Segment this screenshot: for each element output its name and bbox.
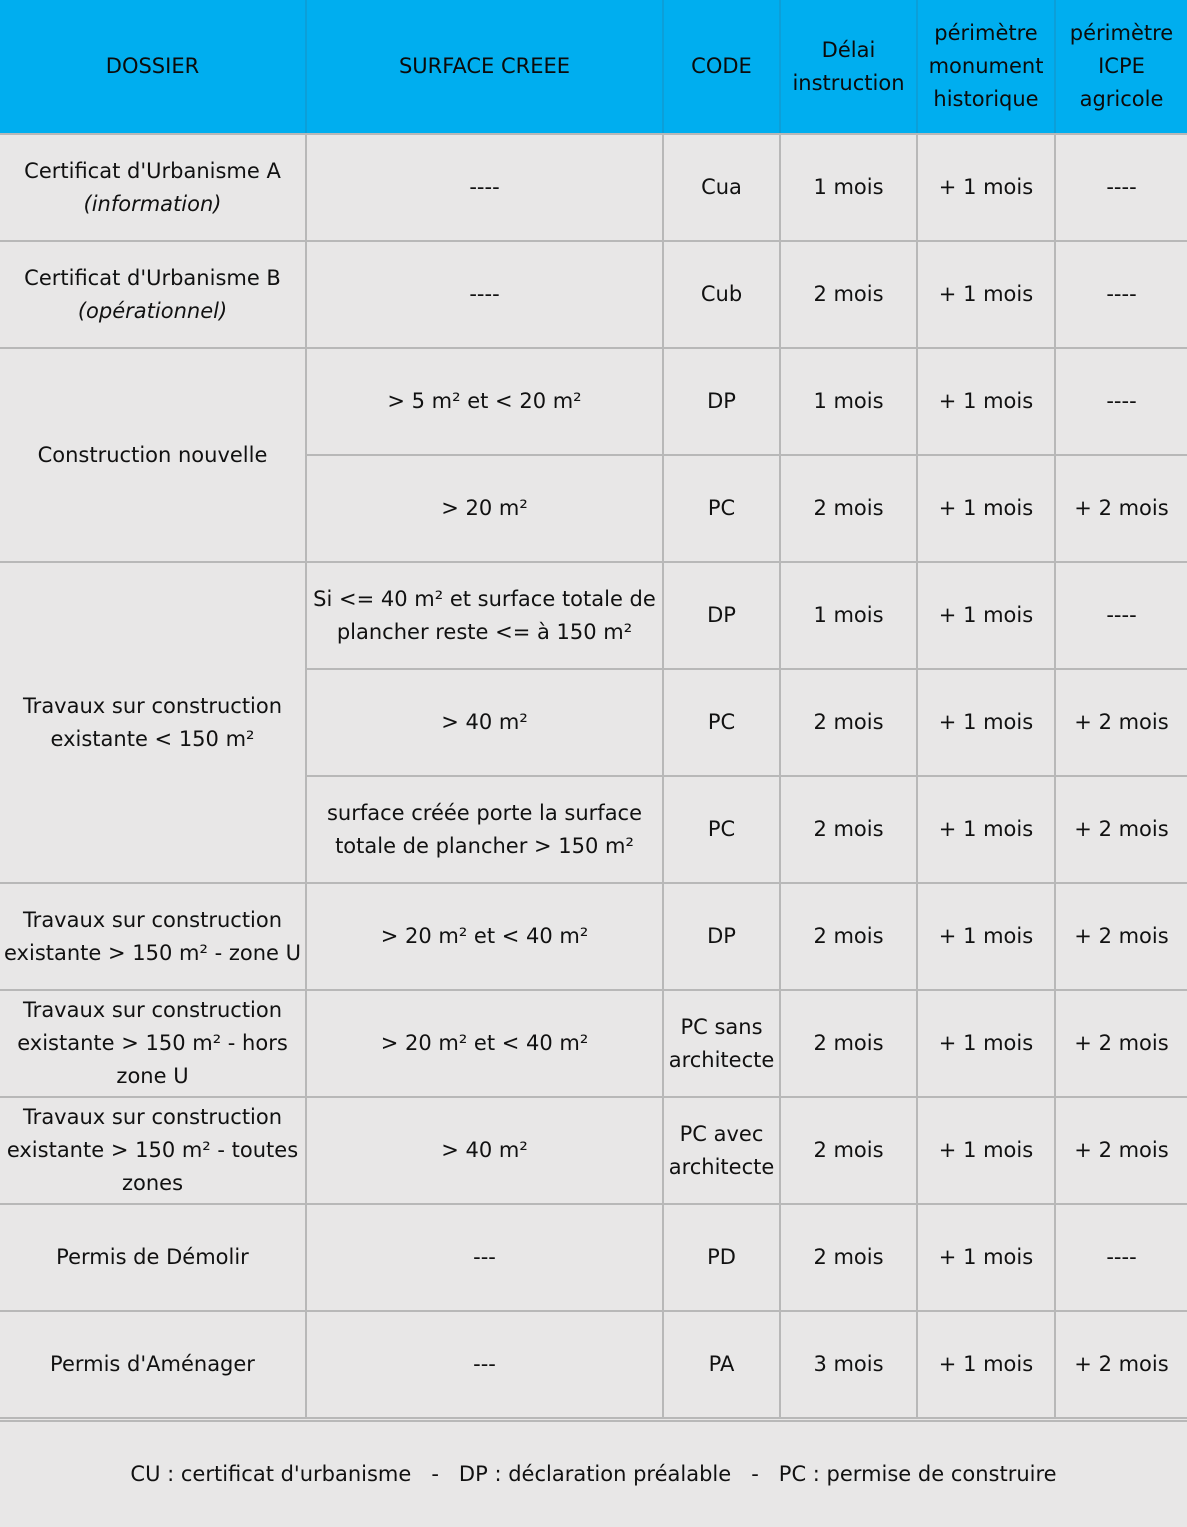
cell-surface: ---- <box>306 134 663 241</box>
cell-monument: + 1 mois <box>917 1097 1055 1204</box>
header-monument: périmètre monument historique <box>917 0 1055 134</box>
cell-monument: + 1 mois <box>917 348 1055 455</box>
dossier-note: (information) <box>83 191 222 216</box>
cell-icpe: + 2 mois <box>1055 669 1187 776</box>
cell-surface: > 20 m² <box>306 455 663 562</box>
header-code: CODE <box>663 0 780 134</box>
cell-icpe: + 2 mois <box>1055 776 1187 883</box>
cell-code: PC <box>663 776 780 883</box>
table-row <box>0 990 1187 1097</box>
cell-delai: 2 mois <box>780 883 917 990</box>
cell-surface: --- <box>306 1204 663 1311</box>
cell-monument: + 1 mois <box>917 455 1055 562</box>
cell-icpe: ---- <box>1055 1204 1187 1311</box>
cell-surface: surface créée porte la surface totale de plancher > 150 m² <box>306 776 663 883</box>
cell-code: PC sans architecte <box>663 990 780 1097</box>
cell-delai: 2 mois <box>780 776 917 883</box>
cell-icpe: + 2 mois <box>1055 883 1187 990</box>
cell-dossier: Travaux sur construction existante < 150 m² <box>0 562 306 883</box>
cell-icpe: + 2 mois <box>1055 990 1187 1097</box>
cell-delai: 1 mois <box>780 134 917 241</box>
cell-monument: + 1 mois <box>917 1311 1055 1418</box>
header-dossier: DOSSIER <box>0 0 306 134</box>
cell-surface: > 20 m² et < 40 m² <box>306 883 663 990</box>
header-surface: SURFACE CREEE <box>306 0 663 134</box>
cell-code: DP <box>663 562 780 669</box>
cell-icpe: ---- <box>1055 134 1187 241</box>
table-row <box>0 348 1187 455</box>
cell-code: PC <box>663 455 780 562</box>
cell-dossier: Permis d'Aménager <box>0 1311 306 1418</box>
cell-dossier: Travaux sur construction existante > 150 m² - zone U <box>0 883 306 990</box>
cell-monument: + 1 mois <box>917 990 1055 1097</box>
cell-monument: + 1 mois <box>917 562 1055 669</box>
table-row <box>0 883 1187 990</box>
header-row <box>0 0 1187 134</box>
cell-dossier: Permis de Démolir <box>0 1204 306 1311</box>
cell-dossier: Travaux sur construction existante > 150 m² - toutes zones <box>0 1097 306 1204</box>
cell-surface: > 20 m² et < 40 m² <box>306 990 663 1097</box>
cell-code: DP <box>663 348 780 455</box>
header-delai: Délai instruction <box>780 0 917 134</box>
cell-icpe: + 2 mois <box>1055 1097 1187 1204</box>
dossier-label: Certificat d'Urbanisme B <box>24 265 281 290</box>
cell-delai: 2 mois <box>780 1097 917 1204</box>
table-row <box>0 1097 1187 1204</box>
cell-monument: + 1 mois <box>917 241 1055 348</box>
cell-icpe: ---- <box>1055 562 1187 669</box>
cell-code: Cub <box>663 241 780 348</box>
cell-monument: + 1 mois <box>917 776 1055 883</box>
cell-delai: 3 mois <box>780 1311 917 1418</box>
dossier-label: Certificat d'Urbanisme A <box>24 158 281 183</box>
cell-surface: Si <= 40 m² et surface totale de plancher reste <= à 150 m² <box>306 562 663 669</box>
cell-code: DP <box>663 883 780 990</box>
cell-delai: 2 mois <box>780 241 917 348</box>
cell-code: Cua <box>663 134 780 241</box>
abbreviations-legend: CU : certificat d'urbanisme - DP : déclaration préalable - PC : permise de construire <box>0 1420 1187 1510</box>
cell-code: PA <box>663 1311 780 1418</box>
cell-surface: > 40 m² <box>306 1097 663 1204</box>
table-row <box>0 134 1187 241</box>
cell-delai: 2 mois <box>780 990 917 1097</box>
table-row <box>0 241 1187 348</box>
cell-monument: + 1 mois <box>917 883 1055 990</box>
header-icpe: périmètre ICPE agricole <box>1055 0 1187 134</box>
cell-monument: + 1 mois <box>917 134 1055 241</box>
cell-icpe: ---- <box>1055 241 1187 348</box>
cell-code: PD <box>663 1204 780 1311</box>
cell-surface: > 40 m² <box>306 669 663 776</box>
table-row <box>0 562 1187 669</box>
cell-surface: ---- <box>306 241 663 348</box>
cell-delai: 1 mois <box>780 562 917 669</box>
cell-delai: 1 mois <box>780 348 917 455</box>
cell-delai: 2 mois <box>780 669 917 776</box>
cell-code: PC <box>663 669 780 776</box>
cell-delai: 2 mois <box>780 1204 917 1311</box>
cell-surface: > 5 m² et < 20 m² <box>306 348 663 455</box>
table-row <box>0 1311 1187 1418</box>
dossier-note: (opérationnel) <box>77 298 228 323</box>
cell-dossier <box>0 134 306 241</box>
table-row <box>0 1204 1187 1311</box>
cell-icpe: ---- <box>1055 348 1187 455</box>
cell-icpe: + 2 mois <box>1055 455 1187 562</box>
cell-dossier <box>0 241 306 348</box>
cell-dossier: Construction nouvelle <box>0 348 306 562</box>
cell-icpe: + 2 mois <box>1055 1311 1187 1418</box>
cell-surface: --- <box>306 1311 663 1418</box>
cell-delai: 2 mois <box>780 455 917 562</box>
cell-dossier: Travaux sur construction existante > 150 m² - hors zone U <box>0 990 306 1097</box>
cell-monument: + 1 mois <box>917 669 1055 776</box>
cell-monument: + 1 mois <box>917 1204 1055 1311</box>
cell-code: PC avec architecte <box>663 1097 780 1204</box>
